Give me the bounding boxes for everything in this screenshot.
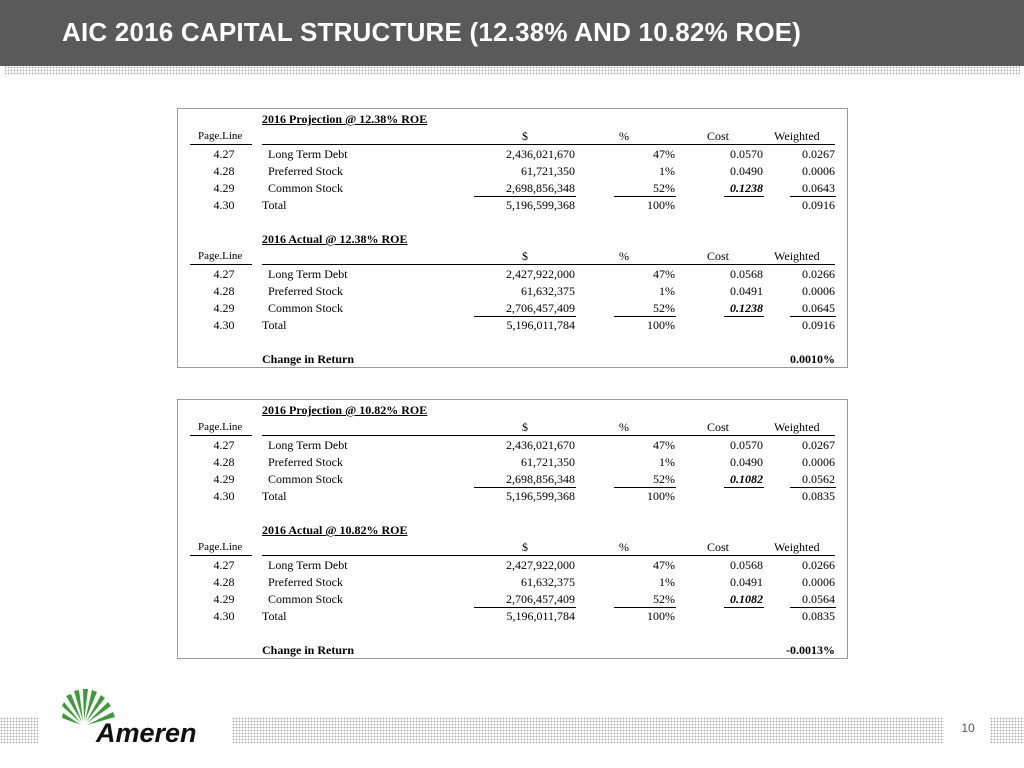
header-row	[178, 248, 847, 265]
dot-pattern-bottom-right	[990, 717, 1024, 743]
section-title-row	[178, 231, 847, 248]
cell-amount: 2,698,856,348	[506, 472, 575, 486]
page-number: 10	[961, 721, 975, 735]
header-underline	[190, 144, 252, 145]
table-row	[178, 146, 847, 163]
change-label: Change in Return	[262, 643, 355, 657]
dot-pattern-bottom	[232, 717, 944, 743]
cell-cost: 0.0570	[730, 147, 763, 161]
cell-page-line: 4.29	[213, 181, 235, 195]
cell-page-line: 4.30	[213, 609, 235, 623]
cell-cost: 0.1238	[730, 181, 763, 195]
cell-weighted: 0.0006	[802, 455, 835, 469]
cell-pct: 52%	[653, 181, 675, 195]
change-value: -0.0013%	[786, 643, 835, 657]
header-underline	[262, 264, 835, 265]
cell-label: Long Term Debt	[268, 267, 348, 281]
header-pct: %	[619, 249, 629, 263]
header-cost: Cost	[707, 540, 730, 554]
cell-page-line: 4.28	[213, 284, 235, 298]
cell-amount: 5,196,011,784	[506, 609, 575, 623]
table-row	[178, 180, 847, 197]
panel-10-82-roe	[177, 399, 848, 659]
cell-page-line: 4.27	[213, 558, 235, 572]
cell-cost: 0.1082	[730, 592, 763, 606]
dot-pattern-bottom-left	[0, 717, 38, 743]
table-row	[178, 163, 847, 180]
cell-weighted: 0.0835	[802, 489, 835, 503]
cell-weighted: 0.0835	[802, 609, 835, 623]
cell-pct: 1%	[659, 575, 675, 589]
section-title-row	[178, 402, 847, 419]
header-amount: $	[522, 249, 528, 263]
cell-pct: 47%	[653, 438, 675, 452]
cell-weighted: 0.0643	[802, 181, 835, 195]
cell-pct: 52%	[653, 592, 675, 606]
header-page-line: Page.Line	[198, 130, 243, 142]
cell-cost: 0.0568	[730, 558, 763, 572]
cell-amount: 61,632,375	[521, 575, 575, 589]
cell-weighted: 0.0266	[802, 558, 835, 572]
header-underline	[262, 555, 835, 556]
cell-weighted: 0.0916	[802, 198, 835, 212]
cell-amount: 2,698,856,348	[506, 181, 575, 195]
header-page-line: Page.Line	[198, 541, 243, 553]
header-underline	[190, 435, 252, 436]
cell-page-line: 4.28	[213, 455, 235, 469]
table-row-total	[178, 197, 847, 214]
cell-pct: 1%	[659, 284, 675, 298]
header-row	[178, 128, 847, 145]
cell-amount: 2,427,922,000	[506, 558, 575, 572]
cell-pct: 100%	[647, 489, 675, 503]
dot-pattern-top	[4, 66, 1020, 75]
cell-cost: 0.1082	[730, 472, 763, 486]
table-row-total	[178, 317, 847, 334]
table-row	[178, 437, 847, 454]
ameren-logo-icon	[62, 688, 212, 748]
table-row	[178, 471, 847, 488]
header-cost: Cost	[707, 420, 730, 434]
header-underline	[262, 144, 835, 145]
cell-amount: 5,196,011,784	[506, 318, 575, 332]
cell-page-line: 4.27	[213, 267, 235, 281]
cell-cost: 0.0490	[730, 164, 763, 178]
cell-amount: 61,721,350	[521, 164, 575, 178]
header-page-line: Page.Line	[198, 421, 243, 433]
cell-label: Long Term Debt	[268, 147, 348, 161]
panel-12-38-roe	[177, 108, 848, 368]
table-row	[178, 283, 847, 300]
cell-weighted: 0.0006	[802, 284, 835, 298]
cell-amount: 2,436,021,670	[506, 438, 575, 452]
cell-page-line: 4.28	[213, 575, 235, 589]
cell-pct: 47%	[653, 558, 675, 572]
cell-page-line: 4.30	[213, 198, 235, 212]
header-pct: %	[619, 540, 629, 554]
cell-pct: 1%	[659, 455, 675, 469]
header-page-line: Page.Line	[198, 250, 243, 262]
cell-weighted: 0.0562	[802, 472, 835, 486]
table-row	[178, 454, 847, 471]
cell-page-line: 4.29	[213, 592, 235, 606]
cell-label: Common Stock	[268, 181, 344, 195]
cell-weighted: 0.0645	[802, 301, 835, 315]
cell-label: Long Term Debt	[268, 438, 348, 452]
cell-pct: 100%	[647, 609, 675, 623]
cell-weighted: 0.0916	[802, 318, 835, 332]
cell-weighted: 0.0266	[802, 267, 835, 281]
cell-amount: 2,436,021,670	[506, 147, 575, 161]
header-row	[178, 539, 847, 556]
cell-page-line: 4.30	[213, 489, 235, 503]
cell-cost: 0.0570	[730, 438, 763, 452]
cell-weighted: 0.0267	[802, 438, 835, 452]
cell-label: Preferred Stock	[268, 284, 343, 298]
cell-weighted: 0.0267	[802, 147, 835, 161]
section-title-row	[178, 111, 847, 128]
logo-wordmark: Ameren	[96, 718, 197, 748]
cell-weighted: 0.0006	[802, 164, 835, 178]
cell-weighted: 0.0564	[802, 592, 835, 606]
cell-cost: 0.1238	[730, 301, 763, 315]
ameren-logo	[62, 688, 212, 748]
cell-cost: 0.0491	[730, 284, 763, 298]
header-weighted: Weighted	[774, 540, 820, 554]
header-cost: Cost	[707, 129, 730, 143]
cell-pct: 1%	[659, 164, 675, 178]
cell-label: Common Stock	[268, 301, 344, 315]
cell-label: Total	[262, 609, 287, 623]
cell-pct: 52%	[653, 301, 675, 315]
page-title: AIC 2016 CAPITAL STRUCTURE (12.38% AND 10.82% ROE)	[62, 17, 802, 47]
cell-label: Total	[262, 489, 287, 503]
cell-label: Common Stock	[268, 472, 344, 486]
cell-label: Total	[262, 198, 287, 212]
change-row	[178, 351, 847, 368]
header-underline	[262, 435, 835, 436]
header-amount: $	[522, 420, 528, 434]
cell-amount: 2,706,457,409	[506, 592, 575, 606]
table-row-total	[178, 488, 847, 505]
header-underline	[190, 264, 252, 265]
cell-page-line: 4.27	[213, 438, 235, 452]
cell-amount: 5,196,599,368	[506, 198, 575, 212]
header-weighted: Weighted	[774, 249, 820, 263]
cell-pct: 47%	[653, 267, 675, 281]
change-label: Change in Return	[262, 352, 355, 366]
section-title: 2016 Projection @ 12.38% ROE	[262, 112, 428, 126]
cell-cost: 0.0568	[730, 267, 763, 281]
change-row	[178, 642, 847, 659]
cell-page-line: 4.30	[213, 318, 235, 332]
section-title-row	[178, 522, 847, 539]
cell-amount: 61,632,375	[521, 284, 575, 298]
cell-page-line: 4.29	[213, 301, 235, 315]
cell-pct: 52%	[653, 472, 675, 486]
header-weighted: Weighted	[774, 420, 820, 434]
header-row	[178, 419, 847, 436]
cell-pct: 100%	[647, 198, 675, 212]
cell-page-line: 4.27	[213, 147, 235, 161]
cell-page-line: 4.29	[213, 472, 235, 486]
cell-cost: 0.0490	[730, 455, 763, 469]
table-row	[178, 300, 847, 317]
cell-pct: 47%	[653, 147, 675, 161]
cell-amount: 2,706,457,409	[506, 301, 575, 315]
cell-page-line: 4.28	[213, 164, 235, 178]
table-row	[178, 557, 847, 574]
cell-weighted: 0.0006	[802, 575, 835, 589]
header-underline	[190, 555, 252, 556]
header-pct: %	[619, 129, 629, 143]
section-title: 2016 Projection @ 10.82% ROE	[262, 403, 428, 417]
header-amount: $	[522, 129, 528, 143]
header-cost: Cost	[707, 249, 730, 263]
cell-amount: 2,427,922,000	[506, 267, 575, 281]
table-row	[178, 266, 847, 283]
header-amount: $	[522, 540, 528, 554]
cell-cost: 0.0491	[730, 575, 763, 589]
change-value: 0.0010%	[790, 352, 835, 366]
cell-amount: 5,196,599,368	[506, 489, 575, 503]
cell-label: Long Term Debt	[268, 558, 348, 572]
cell-pct: 100%	[647, 318, 675, 332]
header-pct: %	[619, 420, 629, 434]
cell-label: Preferred Stock	[268, 164, 343, 178]
header-weighted: Weighted	[774, 129, 820, 143]
cell-label: Preferred Stock	[268, 575, 343, 589]
section-title: 2016 Actual @ 10.82% ROE	[262, 523, 408, 537]
table-row	[178, 591, 847, 608]
cell-amount: 61,721,350	[521, 455, 575, 469]
section-title: 2016 Actual @ 12.38% ROE	[262, 232, 408, 246]
table-row-total	[178, 608, 847, 625]
cell-label: Total	[262, 318, 287, 332]
table-row	[178, 574, 847, 591]
cell-label: Common Stock	[268, 592, 344, 606]
cell-label: Preferred Stock	[268, 455, 343, 469]
title-bar	[0, 0, 1024, 66]
